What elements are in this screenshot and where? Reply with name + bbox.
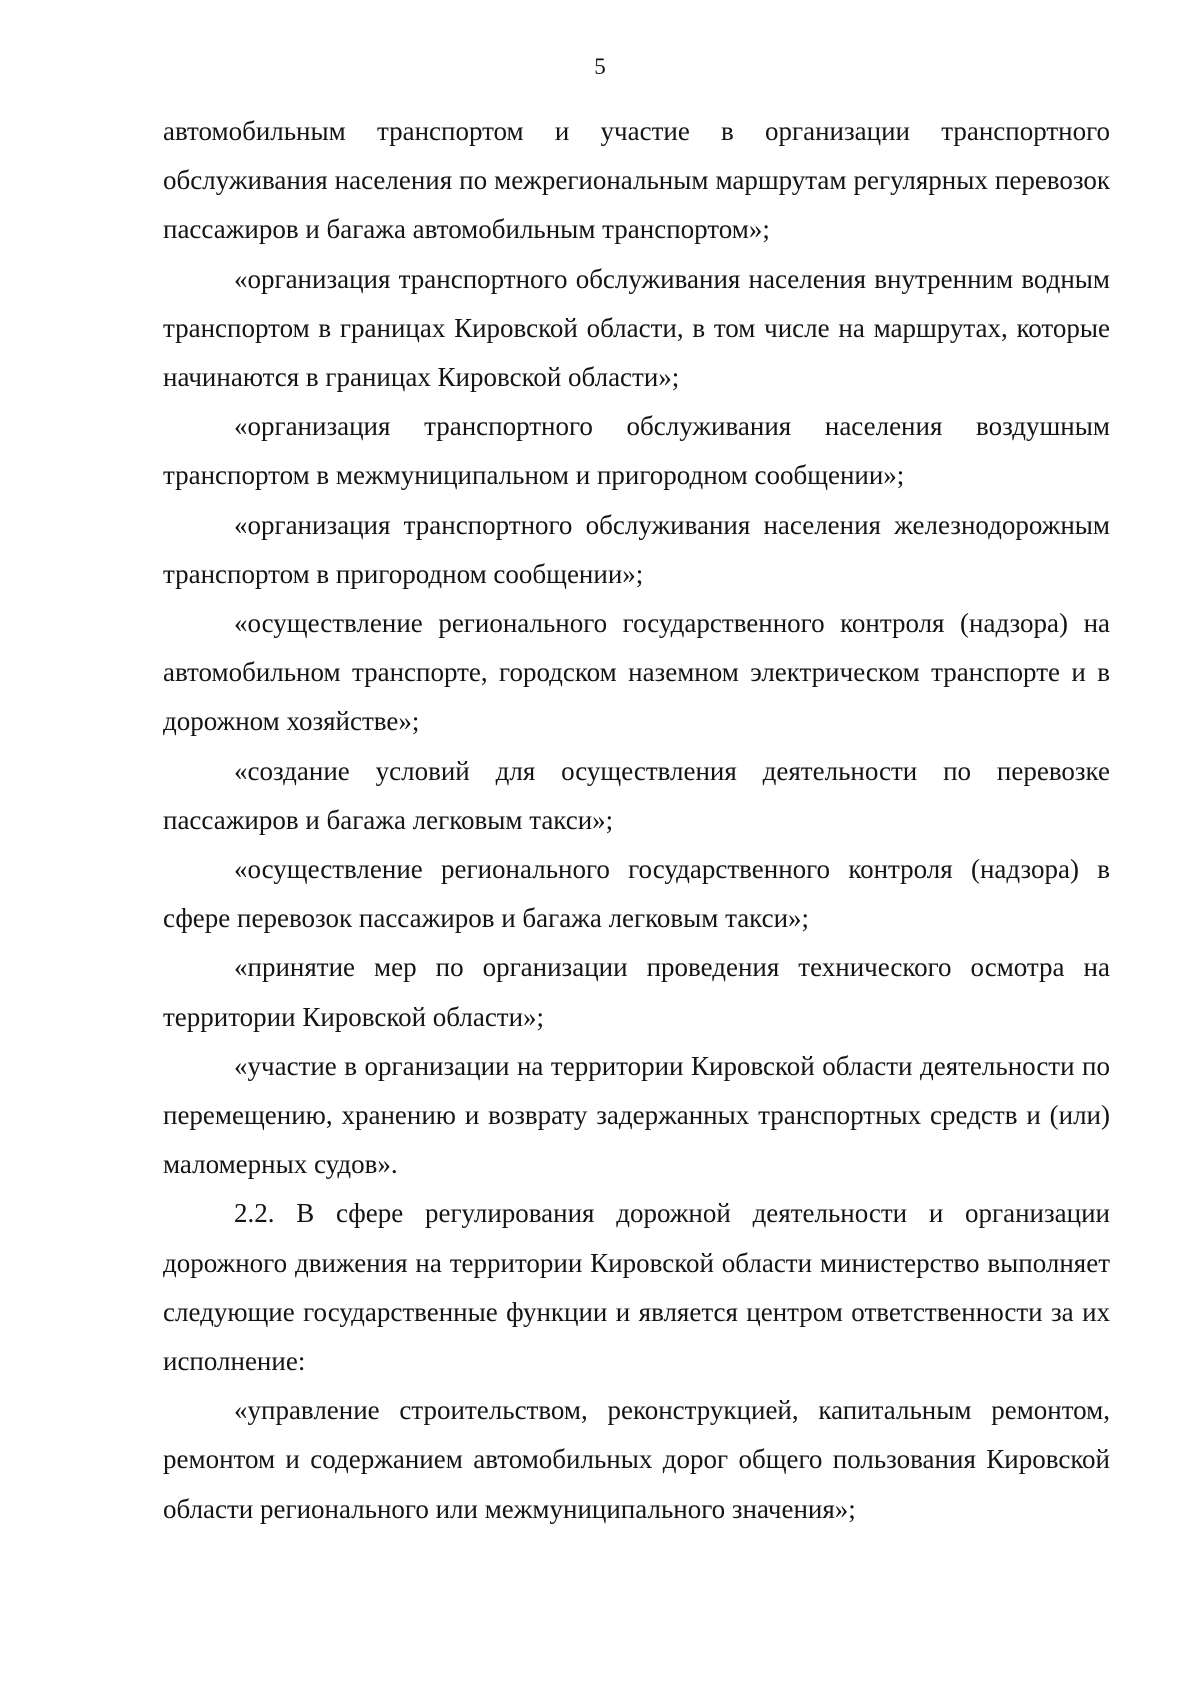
paragraph-technical-inspection xyxy=(163,943,1110,1041)
text-line: деятельности по перемещению, хранению и возврату задержанных xyxy=(163,1050,1110,1131)
paragraph-air-transport xyxy=(163,402,1110,500)
paragraph-taxi-conditions xyxy=(163,747,1110,845)
text-line: выполняет следующие государственные функции и является центром xyxy=(163,1247,1110,1327)
text-line: сфере перевозок пассажиров и багажа легковым такси»; xyxy=(163,903,810,934)
text-line: «организация транспортного обслуживания населения воздушным xyxy=(234,411,1110,442)
paragraph-water-transport xyxy=(163,255,1110,403)
text-line: 2.2. В сфере регулирования дорожной деятельности и организации xyxy=(234,1198,1110,1229)
text-line: «осуществление регионального государственного контроля (надзора) в xyxy=(234,854,1110,885)
text-line: автомобильным транспортом и участие в организации транспортного xyxy=(163,116,1110,146)
paragraph-rail-transport xyxy=(163,501,1110,599)
text-line: «осуществление регионального государственного контроля (надзора) xyxy=(234,608,1069,639)
paragraph-road-construction xyxy=(163,1386,1110,1534)
text-line: дорожного движения на территории Кировской области министерство xyxy=(163,1247,980,1278)
paragraph-road-control xyxy=(163,599,1110,747)
text-line: водным транспортом в границах Кировской области, в том числе на xyxy=(163,263,1111,343)
paragraph-intercity-transport xyxy=(163,107,1110,255)
text-line: «участие в организации на территории Кировской области xyxy=(234,1050,913,1081)
text-line: «создание условий для осуществления деятельности по перевозке xyxy=(234,755,1110,786)
text-line: перевозок пассажиров и багажа автомобильным транспортом»; xyxy=(163,165,1110,245)
text-line: железнодорожным транспортом в пригородном сообщении»; xyxy=(163,509,1111,589)
text-line: Кировской области регионального или межмуниципального значения»; xyxy=(163,1444,1111,1524)
text-line: обслуживания населения по межрегиональным маршрутам регулярных xyxy=(163,165,988,196)
text-line: на автомобильном транспорте, городском наземном электрическом xyxy=(163,608,1111,688)
document-body xyxy=(163,107,1110,1534)
text-line: «организация транспортного обслуживания населения xyxy=(234,509,881,540)
text-line: ремонтом и содержанием автомобильных дорог общего пользования xyxy=(163,1444,976,1475)
text-line: транспортом в межмуниципальном и пригородном сообщении»; xyxy=(163,460,905,491)
paragraph-taxi-control xyxy=(163,845,1110,943)
text-line: пассажиров и багажа легковым такси»; xyxy=(163,804,614,835)
text-line: маршрутах, которые начинаются в границах Кировской области»; xyxy=(163,312,1110,393)
text-line: «принятие мер по организации проведения технического осмотра на xyxy=(234,952,1110,983)
page-number: 5 xyxy=(594,54,606,79)
text-line: «организация транспортного обслуживания населения внутренним xyxy=(234,263,1014,294)
paragraph-impounded-vehicles xyxy=(163,1042,1110,1190)
paragraph-section-2-2 xyxy=(163,1189,1110,1386)
text-line: ответственности за их исполнение: xyxy=(163,1296,1111,1377)
text-line: транспортных средств и (или) маломерных судов». xyxy=(163,1100,1110,1180)
text-line: «управление строительством, реконструкцией, капитальным ремонтом, xyxy=(234,1395,1110,1426)
text-line: территории Кировской области»; xyxy=(163,1001,545,1032)
text-line: транспорте и в дорожном хозяйстве»; xyxy=(163,657,1110,737)
